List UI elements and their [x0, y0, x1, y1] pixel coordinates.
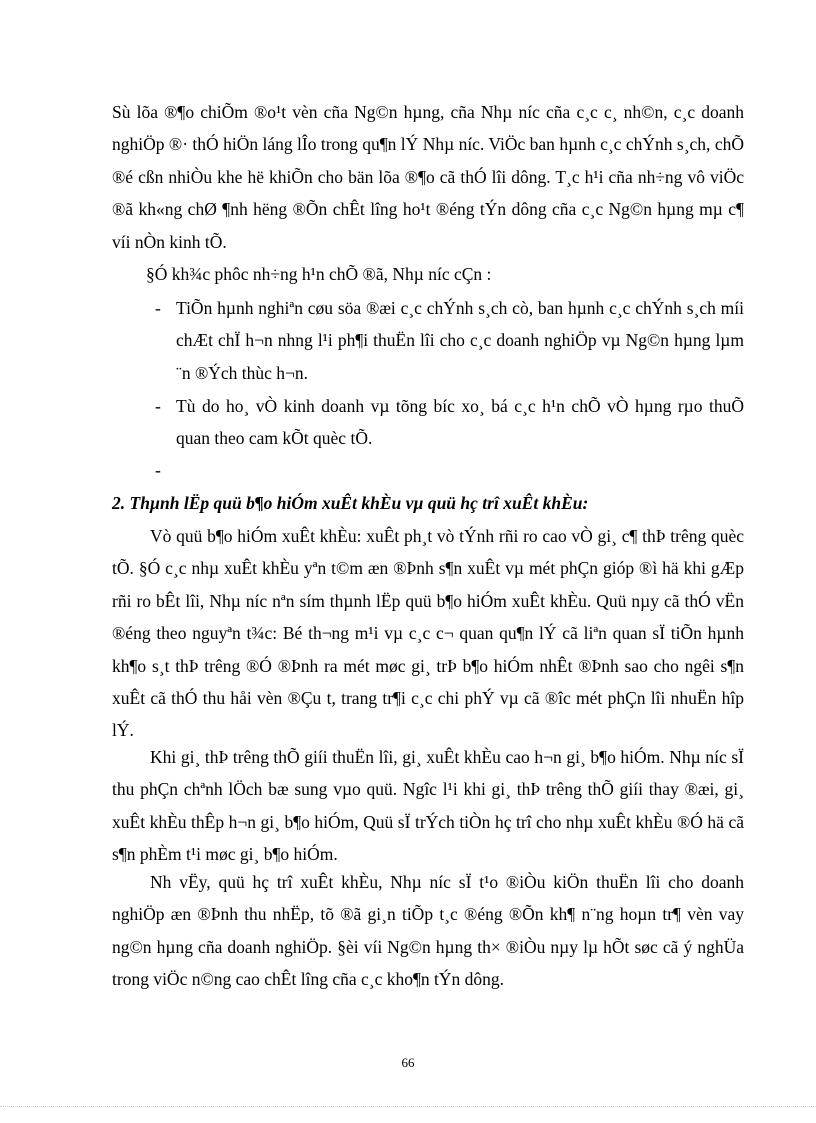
- paragraph-price-difference: Khi gi¸ thÞ trêng thÕ giíi thuËn lîi, gi¸ xuÊt khÈu cao h¬n gi¸ b¶o hiÓm. Nhµ níc sÏ thu phÇn chªnh lÖch bæ sung vµo quü. Ngîc l¹i khi gi¸ thÞ trêng thÕ giíi thay ®æi, gi¸ xuÊt khÈu thÊp h¬n gi¸ b¶o hiÓm, Quü sÏ trÝch tiÒn hç trî cho nhµ xuÊt khÈu ®Ó hä cã s¶n phÈm t¹i møc gi¸ b¶o hiÓm.: [112, 747, 744, 865]
- bullet-dash: -: [155, 298, 161, 318]
- bullet-dash: -: [155, 396, 161, 416]
- bullet-item-empty: [155, 454, 745, 486]
- paragraph-fraud-impact: Sù lõa ®¶o chiÕm ®o¹t vèn cña Ng©n hµng, cña Nhµ níc cña c¸c c¸ nh©n, c¸c doanh nghiÖp ®· thÓ hiÖn láng lÎo trong qu¶n lÝ Nhµ níc. ViÖc ban hµnh c¸c chÝnh s¸ch, chÕ ®é cßn nhiÒu khe hë khiÕn cho bän lõa ®¶o cã thÓ lîi dông. T¸c h¹i cña nh÷ng vô viÖc ®ã kh«ng chØ ¶nh hëng ®Õn chÊt lîng ho¹t ®éng tÝn dông cña c¸c Ng©n hµng mµ c¶ víi nÒn kinh tÕ.: [112, 102, 744, 252]
- section-heading: 2. Thµnh lËp quü b¶o hiÓm xuÊt khÈu vµ quü hç trî xuÊt khÈu:: [112, 493, 589, 513]
- bullet-item-policy-reform: [155, 292, 745, 383]
- page-bottom-divider: [0, 1106, 816, 1107]
- paragraph-remedy-intro: §Ó kh¾c phôc nh÷ng h¹n chÕ ®ã, Nhµ níc cÇn :: [146, 264, 492, 284]
- paragraph-export-insurance-fund: Vò quü b¶o hiÓm xuÊt khÈu: xuÊt ph¸t vò tÝnh rñi ro cao vÒ gi¸ c¶ thÞ trêng quèc tÕ. §Ó c¸c nhµ xuÊt khÈu yªn t©m æn ®Þnh s¶n xuÊt vµ mét phÇn gióp ®ì hä khi gÆp rñi ro bÊt lîi, Nhµ níc nªn sím thµnh lËp quü b¶o hiÓm xuÊt khÈu. Quü nµy cã thÓ vËn ®éng theo nguyªn t¾c: Bé th¬ng m¹i vµ c¸c c¬ quan qu¶n lÝ cã liªn quan sÏ tiÕn hµnh kh¶o s¸t thÞ trêng ®Ó ®Þnh ra mét møc gi¸ trÞ b¶o hiÓm nhÊt ®Þnh sao cho ngêi s¶n xuÊt cã thÓ thu håi vèn ®Çu t, trang tr¶i c¸c chi phÝ vµ cã ®îc mét phÇn lîi nhuËn hîp lÝ.: [112, 526, 744, 741]
- bullet-item-trade-liberalization: [155, 390, 745, 456]
- bullet-text: Tù do ho¸ vÒ kinh doanh vµ tõng bíc xo¸ bá c¸c h¹n chÕ vÒ hµng rµo thuÕ quan theo cam kÕt quèc tÕ.: [176, 396, 744, 449]
- page-number: 66: [401, 1055, 415, 1070]
- bullet-text: TiÕn hµnh nghiªn cøu söa ®æi c¸c chÝnh s¸ch cò, ban hµnh c¸c chÝnh s¸ch míi chÆt chÏ h¬n nhng l¹i ph¶i thuËn lîi cho c¸c doanh nghiÖp vµ Ng©n hµng lµm ¨n ®Ých thùc h¬n.: [176, 298, 744, 383]
- paragraph-conclusion: Nh vËy, quü hç trî xuÊt khÈu, Nhµ níc sÏ t¹o ®iÒu kiÖn thuËn lîi cho doanh nghiÖp æn ®Þnh thu nhËp, tõ ®ã gi¸n tiÕp t¸c ®éng ®Õn kh¶ n¨ng hoµn tr¶ vèn vay ng©n hµng cña doanh nghiÖp. §èi víi Ng©n hµng th× ®iÒu nµy lµ hÕt søc cã ý nghÜa trong viÖc n©ng cao chÊt lîng cña c¸c kho¶n tÝn dông.: [112, 872, 744, 990]
- bullet-dash: -: [155, 460, 161, 480]
